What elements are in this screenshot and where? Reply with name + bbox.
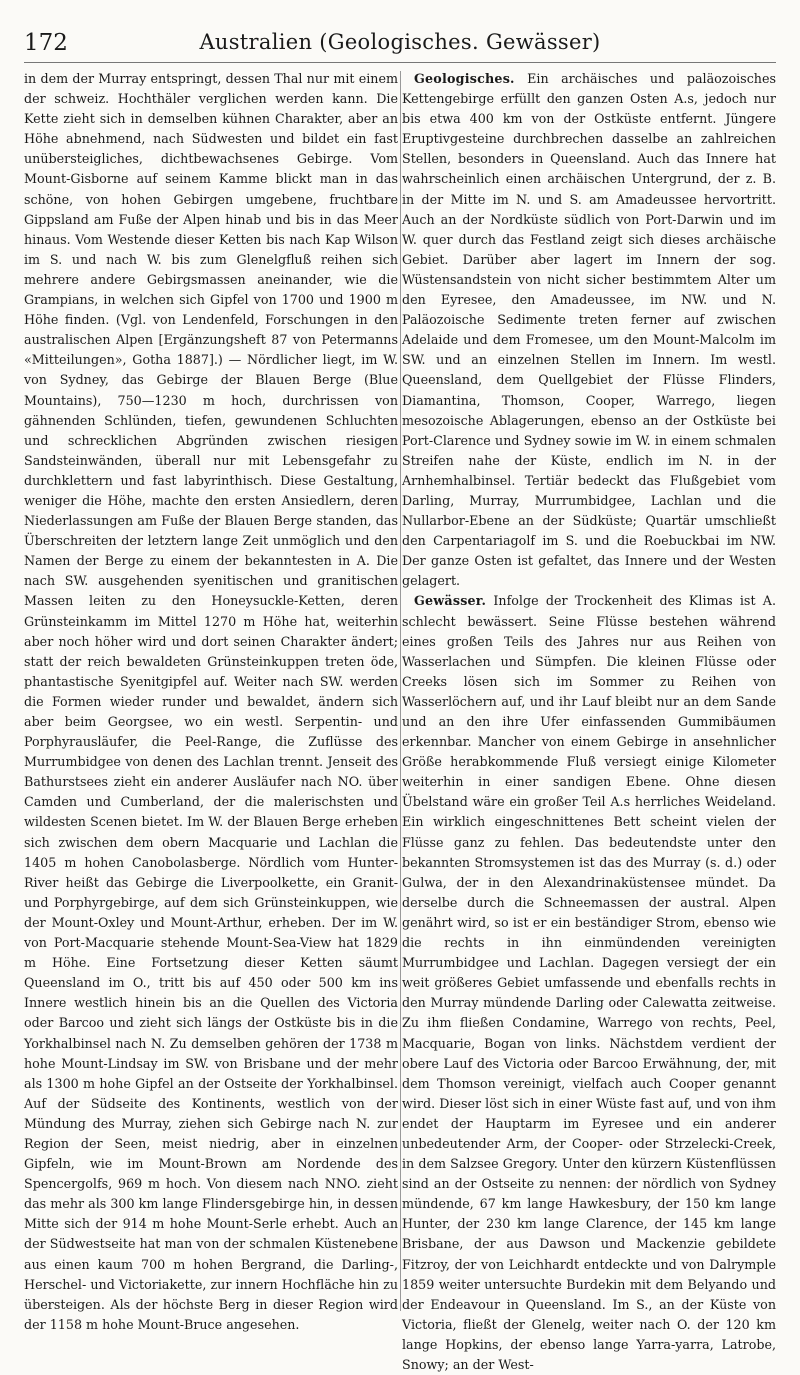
running-title: Australien (Geologisches. Gewässer) bbox=[199, 30, 601, 54]
text-columns bbox=[24, 69, 776, 1375]
left-column bbox=[24, 69, 398, 1375]
section-heading-geology: Geologisches. bbox=[414, 71, 515, 86]
section-text-waters: Infolge der Trockenheit des Klimas ist A. schlecht bewässert. Seine Flüsse bestehen während eines großen Teils des Jahres nur aus Reihen von Wasserlachen und Sümpfen. Die kleinen Flüsse oder Creeks lösen sich im Sommer zu Reihen von Wasserlöchern auf, und ihr Lauf bleibt nur an dem Sande und an den ihre Ufer einfassenden Gummibäumen erkennbar. Mancher von einem Gebirge in ansehnlicher Größe herabkommende Fluß versiegt einige Kilometer weiterhin in einer sandigen Ebene. Ohne diesen Übelstand wäre ein großer Teil A.s herrliches Weideland. Ein wirklich eingeschnittenes Bett scheint vielen der Flüsse ganz zu fehlen. Das bedeutendste unter den bekannten Stromsystemen ist das des Murray (s. d.) oder Gulwa, der in den Alexandrinaküstensee mündet. Da derselbe durch die Schneemassen der austral. Alpen genährt wird, so ist er ein beständiger Strom, ebenso wie die rechts in ihn einmündenden vereinigten Murrumbidgee und Lachlan. Dagegen versiegt der ein weit größeres Gebiet umfassende und ebenfalls rechts in den Murray mündende Darling oder Calewatta zeitweise. Zu ihm fließen Condamine, Warrego von rechts, Peel, Macquarie, Bogan von links. Nächstdem verdient der obere Lauf des Victoria oder Barcoo Erwähnung, der, mit dem Thomson vereinigt, vielfach auch Cooper genannt wird. Dieser löst sich in einer Wüste fast auf, und von ihm endet der Hauptarm im Eyresee und ein anderer unbedeutender Arm, der Cooper- oder Strzelecki-Creek, in dem Salzsee Gregory. Unter den kürzern Küstenflüssen sind an der Ostseite zu nennen: der nördlich von Sydney mündende, 67 km lange Hawkesbury, der 150 km lange Hunter, der 230 km lange Clarence, der 145 km lange Brisbane, der aus Dawson und Mackenzie gebildete Fitzroy, der von Leichhardt entdeckte und von Dalrymple 1859 weiter untersuchte Burdekin mit dem Belyando und der Endeavour in Queensland. Im S., an der Küste von Victoria, fließt der Glenelg, weiter nach O. der 120 km lange Hopkins, der ebenso lange Yarra-yarra, Latrobe, Snowy; an der West- bbox=[402, 593, 776, 1372]
section-waters bbox=[402, 591, 776, 1375]
right-column bbox=[402, 69, 776, 1375]
section-heading-waters: Gewässer. bbox=[414, 593, 487, 609]
page-number: 172 bbox=[24, 30, 68, 56]
section-text-geology: Ein archäisches und paläozoisches Kettengebirge erfüllt den ganzen Osten A.s, jedoch nur bis etwa 400 km von der Ostküste entfernt. Jüngere Eruptivgesteine durchbrechen dasselbe an zahlreichen Stellen, besonders in Queensland. Auch das Innere hat wahrscheinlich einen archäischen Untergrund, der z. B. in der Mitte im N. und S. am Amadeussee hervortritt. Auch an der Nordküste südlich von Port-Darwin und im W. quer durch das Festland zeigt sich dieses archäische Gebiet. Darüber aber lagert im Innern der sog. Wüstensandstein von nicht sicher bestimmtem Alter um den Eyresee, den Amadeussee, im NW. und N. Paläozoische Sedimente treten ferner auf zwischen Adelaide und dem Fromesee, um den Mount-Malcolm im SW. und an einzelnen Stellen im Innern. Im westl. Queensland, dem Quellgebiet der Flüsse Flinders, Diamantina, Thomson, Cooper, Warrego, liegen mesozoische Ablagerungen, ebenso an der Ostküste bei Port-Clarence und Sydney sowie im W. in einem schmalen Streifen nahe der Küste, endlich im N. in der Arnhemhalbinsel. Tertiär bedeckt das Flußgebiet vom Darling, Murray, Murrumbidgee, Lachlan und die Nullarbor-Ebene an der Südküste; Quartär umschließt den Carpentariagolf im S. und die Roebuckbai im NW. Der ganze Osten ist gefaltet, das Innere und der Westen gelagert. bbox=[402, 71, 776, 589]
paragraph-mountains: in dem der Murray entspringt, dessen Thal nur mit einem der schweiz. Hochthäler verglichen werden kann. Die Kette zieht sich in demselben kühnen Charakter, aber an Höhe abnehmend, nach Südwesten und bildet ein fast unübersteigliches, dichtbewachsenes Gebirge. Vom Mount-Gisborne auf seinem Kamme blickt man in das schöne, von hohen Gebirgen umgebene, fruchtbare Gippsland am Fuße der Alpen hinab und bis in das Meer hinaus. Vom Westende dieser Ketten bis nach Kap Wilson im S. und nach W. bis zum Glenelgfluß reihen sich mehrere andere Gebirgsmassen aneinander, wie die Grampians, in welchen sich Gipfel von 1700 und 1900 m Höhe finden. (Vgl. von Lendenfeld, Forschungen in den australischen Alpen [Ergänzungsheft 87 von Petermanns «Mitteilungen», Gotha 1887].) — Nördlicher liegt, im W. von Sydney, das Gebirge der Blauen Berge (Blue Mountains), 750—1230 m hoch, durchrissen von gähnenden Schlünden, tiefen, gewundenen Schluchten und schrecklichen Abgründen zwischen riesigen Sandsteinwänden, überall nur mit Lebensgefahr zu durchklettern und fast labyrinthisch. Diese Gestaltung, weniger die Höhe, machte den ersten Ansiedlern, deren Niederlassungen am Fuße der Blauen Berge standen, das Überschreiten der letztern lange Zeit unmöglich und den Namen der Berge zu einem der bekanntesten in A. Die nach SW. ausgehenden syenitischen und granitischen Massen leiten zu den Honeysuckle-Ketten, deren Grünsteinkamm im Mittel 1270 m Höhe hat, weiterhin aber noch höher wird und dort seinen Charakter ändert; statt der reich bewaldeten Grünsteinkuppen treten öde, phantastische Syenitgipfel auf. Weiter nach SW. werden die Formen wieder runder und bewaldet, ändern sich aber beim Georgsee, wo ein westl. Serpentin- und Porphyrausläufer, die Peel-Range, die Zuflüsse des Murrumbidgee von denen des Lachlan trennt. Jenseit des Bathurstsees zieht ein anderer Ausläufer nach NO. über Camden und Cumberland, der die malerischsten und wildesten Scenen bietet. Im W. der Blauen Berge erheben sich zwischen dem obern Macquarie und Lachlan die 1405 m hohen Canobolasberge. Nördlich vom Hunter-River heißt das Gebirge die Liverpoolkette, ein Granit- und Porphyrgebirge, auf dem sich Grünsteinkuppen, wie der Mount-Oxley und Mount-Arthur, erheben. Der im W. von Port-Macquarie stehende Mount-Sea-View hat 1829 m Höhe. Eine Fortsetzung dieser Ketten säumt Queensland im O., tritt bis auf 450 oder 500 km ins Innere westlich hinein bis an die Quellen des Victoria oder Barcoo und zieht sich längs der Ostküste bis in die Yorkhalbinsel nach N. Zu demselben gehören der 1738 m hohe Mount-Lindsay im SW. von Brisbane und der mehr als 1300 m hohe Gipfel an der Ostseite der Yorkhalbinsel. Auf der Südseite des Kontinents, westlich von der Mündung des Murray, ziehen sich Gebirge nach N. zur Region der Seen, meist niedrig, aber in einzelnen Gipfeln, wie im Mount-Brown am Nordende des Spencergolfs, 969 m hoch. Von diesem nach NNO. zieht das mehr als 300 km lange Flindersgebirge hin, in dessen Mitte sich der 914 m hohe Mount-Serle erhebt. Auch an der Südwestseite hat man von der schmalen Küstenebene aus einen kaum 700 m hohen Bergrand, die Darling-, Herschel- und Victoriakette, zur innern Hochfläche hin zu übersteigen. Als der höchste Berg in dieser Region wird der 1158 m hohe Mount-Bruce angesehen. bbox=[24, 71, 398, 1332]
section-geology bbox=[402, 69, 776, 591]
page-header bbox=[24, 26, 776, 63]
column-divider bbox=[400, 71, 401, 1311]
